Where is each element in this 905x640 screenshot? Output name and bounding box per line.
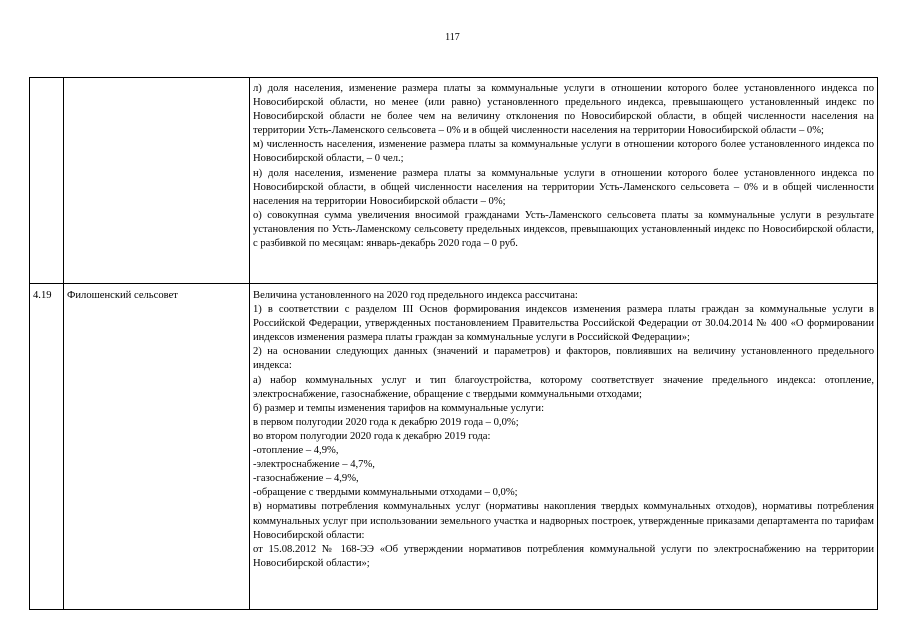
paragraph: 2) на основании следующих данных (значений и параметров) и факторов, повлиявших на величину установленного предельного индекса:: [253, 346, 874, 372]
paragraph: -обращение с твердыми коммунальными отходами – 0,0%;: [253, 487, 518, 499]
paragraph: в первом полугодии 2020 года к декабрю 2019 года – 0,0%;: [253, 416, 519, 428]
paragraph: 1) в соответствии с разделом III Основ формирования индексов изменения размера платы граждан за коммунальные услуги в Российской Федерации, утвержденных постановлением Правительства Российской Федерации от 30.04.2014 № 400 «О формировании индексов изменения размера платы граждан за коммунальные услуги в Российской Федерации»;: [253, 304, 874, 344]
paragraph: м) численность населения, изменение размера платы за коммунальные услуги в отношении которого более установленного индекса по Новосибирской области, – 0 чел.;: [253, 139, 874, 165]
table-row: [30, 284, 878, 610]
paragraph: -электроснабжение – 4,7%,: [253, 459, 375, 471]
paragraph: -отопление – 4,9%,: [253, 445, 339, 457]
paragraph: л) доля населения, изменение размера платы за коммунальные услуги в отношении которого более установленного индекса по Новосибирской области, но менее (или равно) установленного предельного индекса, превышающего установленный индекс по Новосибирской области не более чем на величину отклонения по Новосибирской области, в общей численности населения на территории Усть-Ламенского сельсовета – 0% и в общей численности населения на территории Новосибирской области – 0%;: [253, 83, 874, 137]
row-number-cell: [30, 78, 64, 284]
paragraph: н) доля населения, изменение размера платы за коммунальные услуги в отношении которого более установленного индекса по Новосибирской области, в общей численности населения на территории Усть-Ламенского сельсовета – 0% и в общей численности населения на территории Новосибирской области – 0%;: [253, 167, 874, 207]
paragraph: б) размер и темпы изменения тарифов на коммунальные услуги:: [253, 402, 545, 414]
paragraph: о) совокупная сумма увеличения вносимой гражданами Усть-Ламенского сельсовета платы за коммунальные услуги в результате установления по Усть-Ламенскому сельсовету предельных индексов, превышающих установленный индекс по Новосибирской области, с разбивкой по месяцам: январь-декабрь 2020 года – 0 руб.: [253, 209, 874, 250]
document-table: [29, 77, 878, 610]
description-cell: [250, 284, 878, 610]
paragraph: -газоснабжение – 4,9%,: [253, 473, 359, 485]
row-number-cell: 4.19: [30, 284, 64, 610]
municipality-name-cell: [64, 78, 250, 284]
paragraph: в) нормативы потребления коммунальных услуг (нормативы накопления твердых коммунальных отходов), нормативы потребления коммунальных услуг при использовании земельного участка и надворных построек, утвержденные приказами департамента по тарифам Новосибирской области:: [253, 501, 874, 541]
table-row: [30, 78, 878, 284]
paragraph: от 15.08.2012 № 168-ЭЭ «Об утверждении нормативов потребления коммунальной услуги по электроснабжению на территории Новосибирской области»;: [253, 543, 874, 569]
paragraph: Величина установленного на 2020 год предельного индекса рассчитана:: [253, 290, 578, 301]
page-number: 117: [445, 32, 460, 43]
paragraph: а) набор коммунальных услуг и тип благоустройства, которому соответствует значение предельного индекса: отопление, электроснабжение, газоснабжение, обращение с твердыми коммунальными отходами;: [253, 374, 874, 400]
description-cell: [250, 78, 878, 284]
paragraph: во втором полугодии 2020 года к декабрю 2019 года:: [253, 430, 491, 442]
municipality-name-cell: Филошенский сельсовет: [64, 284, 250, 610]
